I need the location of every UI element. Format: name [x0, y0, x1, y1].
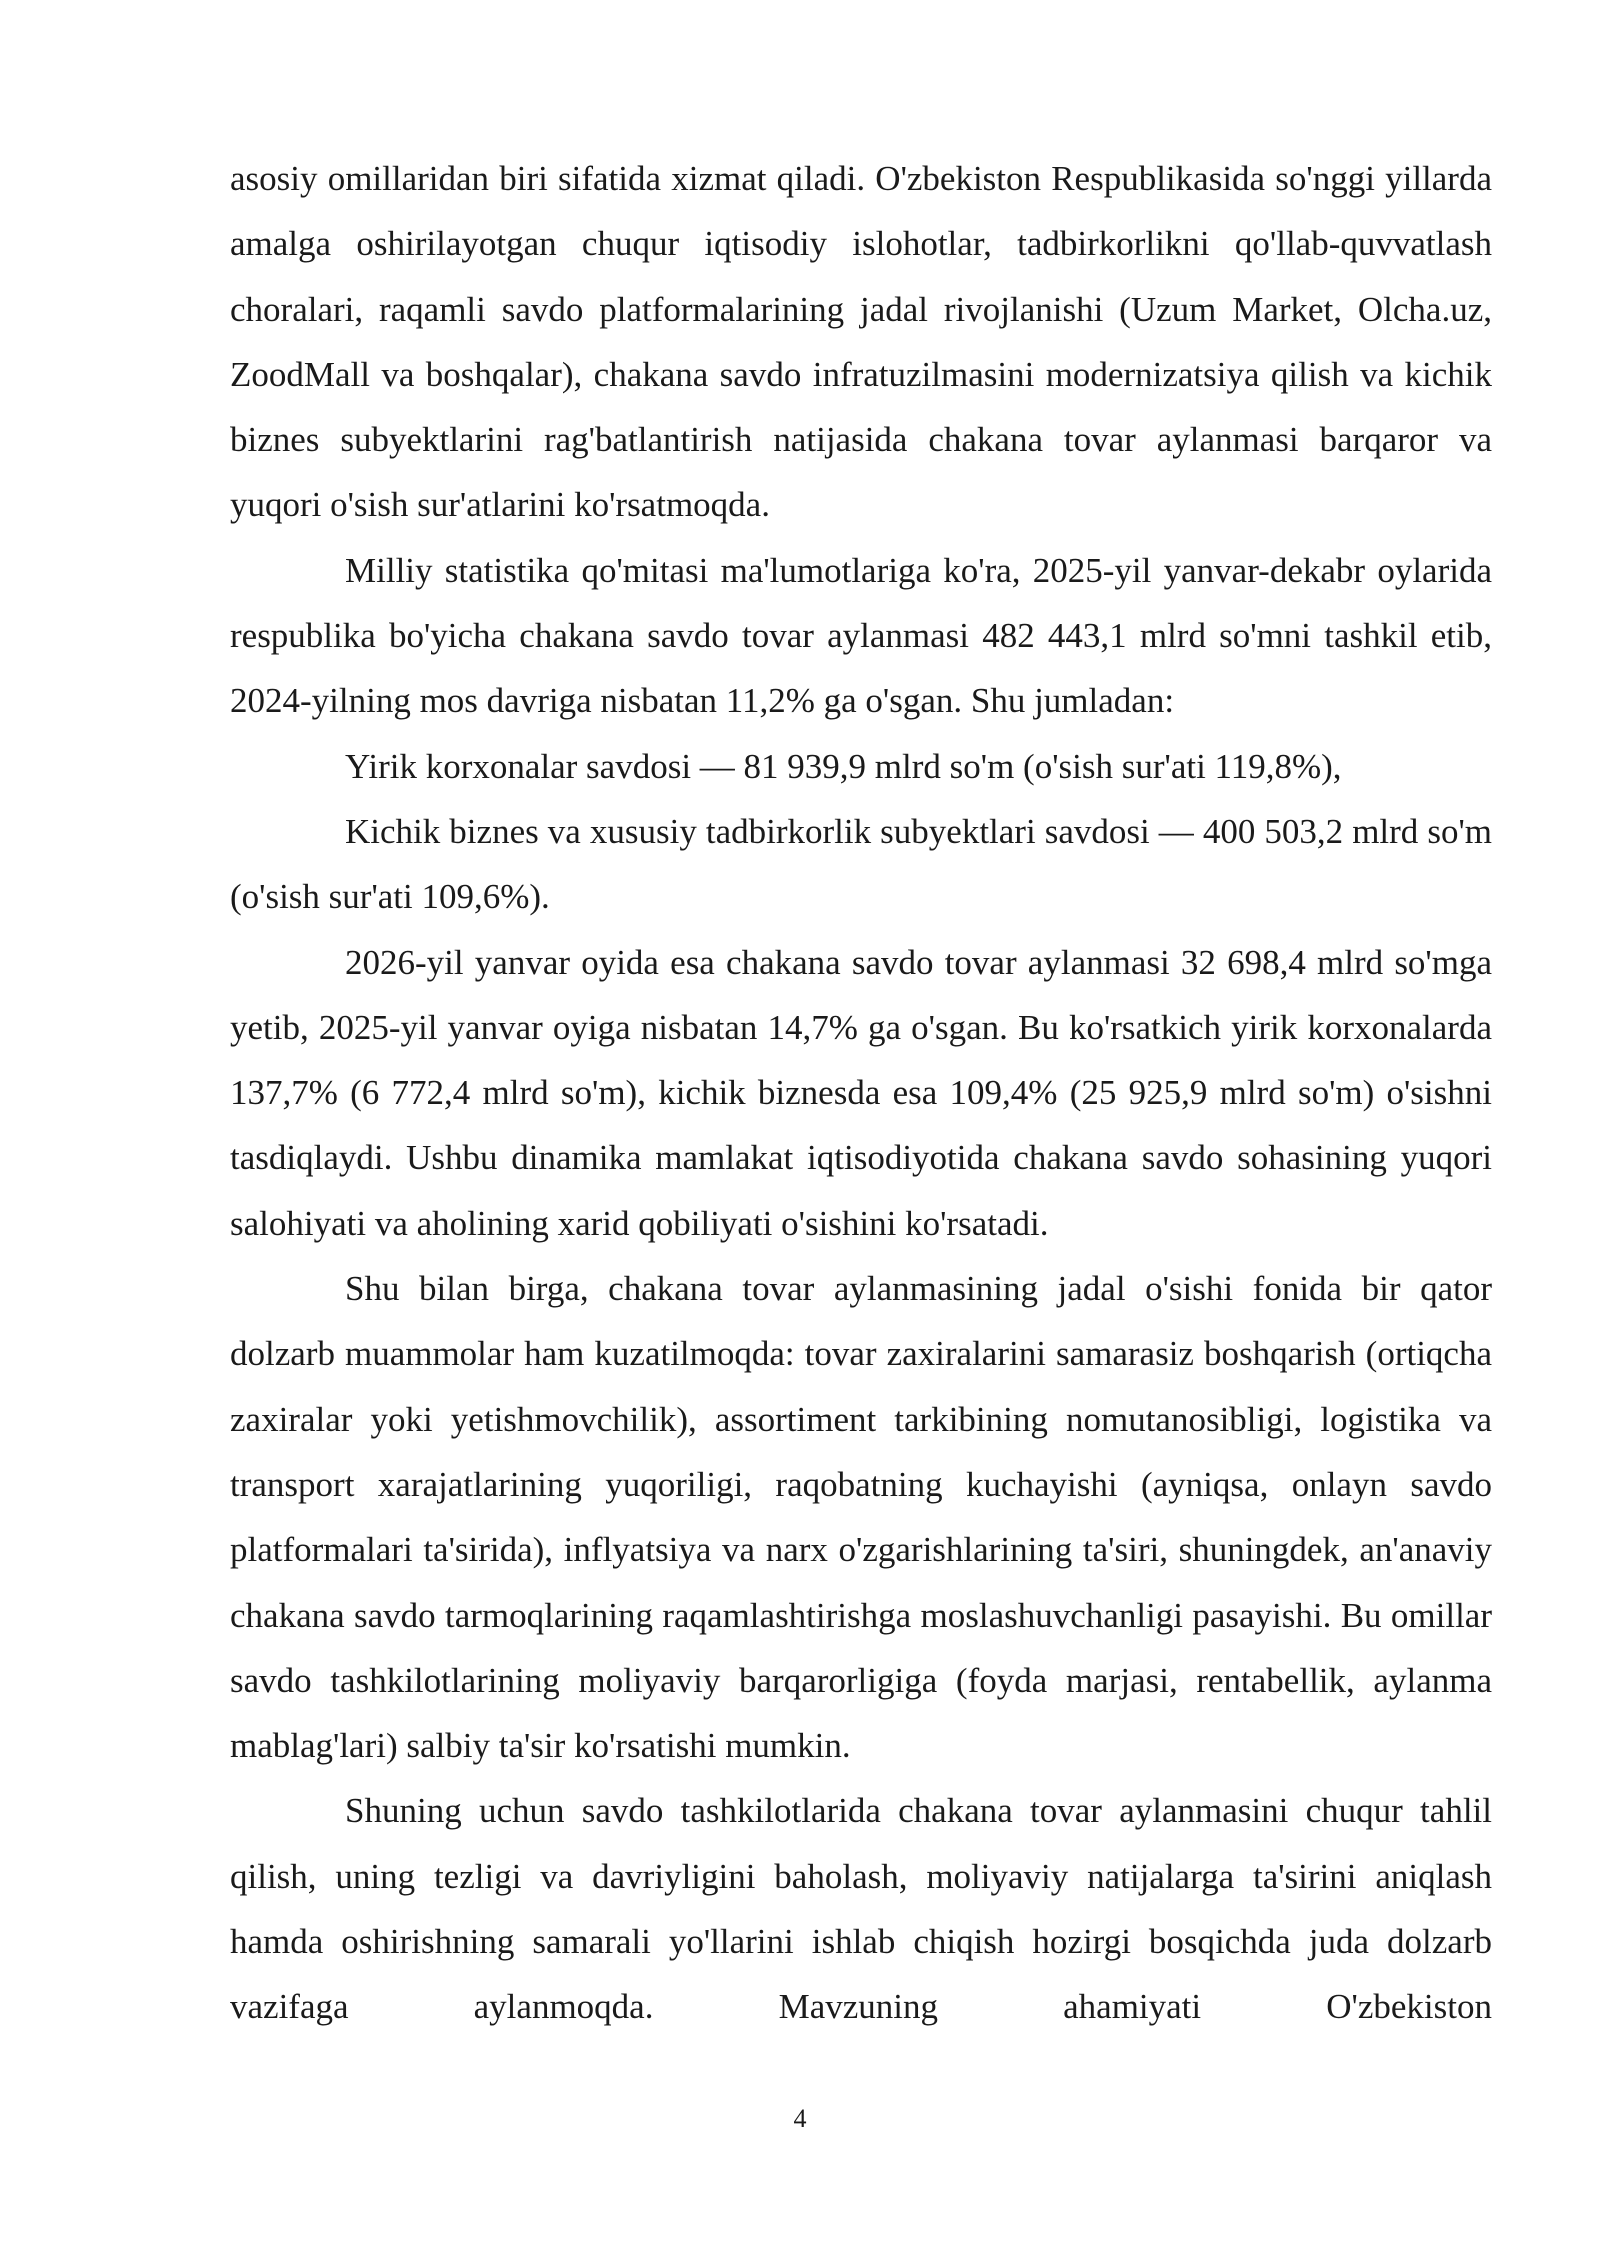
- paragraph-statistics-2025: Milliy statistika qo'mitasi ma'lumotlariga ko'ra, 2025-yil yanvar-dekabr oylarida respublika bo'yicha chakana savdo tovar aylanmasi 482 443,1 mlrd so'mni tashkil etib, 2024-yilning mos davriga nisbatan 11,2% ga o'sgan. Shu jumladan:: [230, 550, 1492, 721]
- paragraph-large-enterprises: Yirik korxonalar savdosi — 81 939,9 mlrd so'm (o'sish sur'ati 119,8%),: [345, 746, 1342, 786]
- paragraph-intro-continuation: asosiy omillaridan biri sifatida xizmat qiladi. O'zbekiston Respublikasida so'nggi yillarda amalga oshirilayotgan chuqur iqtisodiy islohotlar, tadbirkorlikni qo'llab-quvvatlash choralari, raqamli savdo platformalarining jadal rivojlanishi (Uzum Market, Olcha.uz, ZoodMall va boshqalar), chakana savdo infratuzilmasini modernizatsiya qilish va kichik biznes subyektlarini rag'batlantirish natijasida chakana tovar aylanmasi barqaror va yuqori o'sish sur'atlarini ko'rsatmoqda.: [230, 159, 1492, 525]
- paragraph-problems: Shu bilan birga, chakana tovar aylanmasining jadal o'sishi fonida bir qator dolzarb muammolar ham kuzatilmoqda: tovar zaxiralarini samarasiz boshqarish (ortiqcha zaxiralar yoki yetishmovchilik), assortiment tarkibining nomutanosibligi, logistika va transport xarajatlarining yuqoriligi, raqobatning kuchayishi (ayniqsa, onlayn savdo platformalari ta'sirida), inflyatsiya va narx o'zgarishlarining ta'siri, shuningdek, an'anaviy chakana savdo tarmoqlarining raqamlashtirishga moslashuvchanligi pasayishi. Bu omillar savdo tashkilotlarining moliyaviy barqarorligiga (foyda marjasi, rentabellik, aylanma mablag'lari) salbiy ta'sir ko'rsatishi mumkin.: [230, 1269, 1492, 1766]
- paragraph-relevance: Shuning uchun savdo tashkilotlarida chakana tovar aylanmasini chuqur tahlil qilish, uning tezligi va davriyligini baholash, moliyaviy natijalarga ta'sirini aniqlash hamda oshirishning samarali yo'llarini ishlab chiqish hozirgi bosqichda juda dolzarb vazifaga aylanmoqda. Mavzuning ahamiyati O'zbekiston: [230, 1791, 1492, 2027]
- page-number: 4: [793, 2104, 807, 2133]
- document-page: [230, 146, 1492, 2040]
- paragraph-january-2026: 2026-yil yanvar oyida esa chakana savdo tovar aylanmasi 32 698,4 mlrd so'mga yetib, 2025-yil yanvar oyiga nisbatan 14,7% ga o'sgan. Bu ko'rsatkich yirik korxonalarda 137,7% (6 772,4 mlrd so'm), kichik biznesda esa 109,4% (25 925,9 mlrd so'm) o'sishni tasdiqlaydi. Ushbu dinamika mamlakat iqtisodiyotida chakana savdo sohasining yuqori salohiyati va aholining xarid qobiliyati o'sishini ko'rsatadi.: [230, 942, 1492, 1243]
- paragraph-small-business: Kichik biznes va xususiy tadbirkorlik subyektlari savdosi — 400 503,2 mlrd so'm (o'sish sur'ati 109,6%).: [230, 811, 1492, 917]
